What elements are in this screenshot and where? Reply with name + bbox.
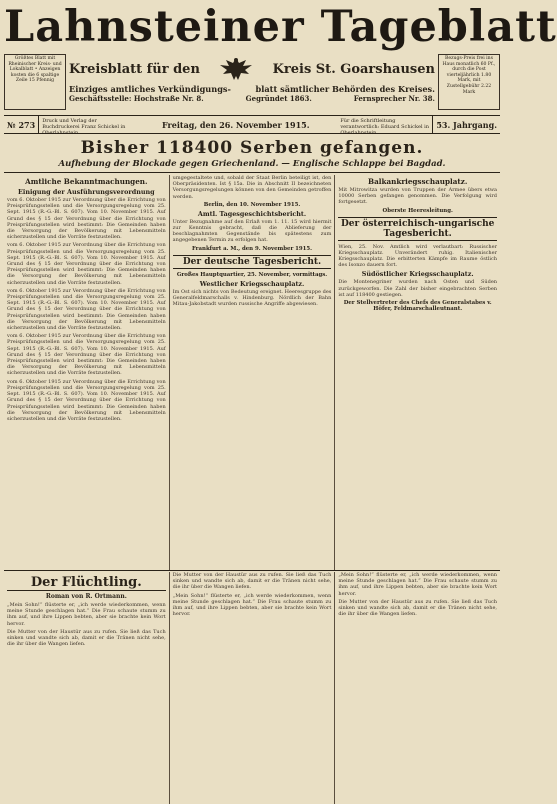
austrian-report-heading: Der österreichisch-ungarische Tagesbericht. xyxy=(338,217,497,241)
serial-author: Roman von R. Ortmann. xyxy=(45,593,127,600)
balkan-theatre-heading: Balkankriegsschauplatz. xyxy=(368,177,468,186)
serial-column xyxy=(4,572,170,804)
serial-text-3: Die Mutter von der Haustür aus zu rufen. Sie ließ das Tuch sinken und wandte sich ab, damit er die Tränen nicht sehe, die ihr über die Wangen liefen. xyxy=(172,572,332,591)
main-headline: Bisher 118400 Serben gefangen. xyxy=(80,138,424,158)
column-2 xyxy=(170,175,336,570)
subtitle-row xyxy=(4,54,500,114)
serial-text-5: „Mein Sohn!“ flüsterte er, „ich werde wiederkommen, wenn meine Stunde geschlagen hat.“ Die Frau schaute stumm zu ihm auf, und ihre Lippen bebten, aber sie brachte kein Wort hervor. xyxy=(338,572,498,597)
ordinance-text-cont4: vom 6. Oktober 1915 zur Verordnung über die Errichtung von Preisprüfungsstellen und die Versorgungsregelung vom 25. Sept. 1915 (R.-G.-Bl. S. 607). Vom 10. November 1915. Auf Grund des § 15 der Verordnung über die Errichtung von Preisprüfungsstellen wird bestimmt: Die Gemeinden haben die Versorgung der Bevölkerung mit Lebensmitteln sicherzustellen und die Vorräte festzustellen. xyxy=(7,378,166,422)
western-theatre-text: Im Ost sich nichts von Bedeutung ereignet. Heeresgruppe des Generalfeldmarschalls v. Hindenburg. Nördlich der Bahn Mitau-Jakobstadt wurden russische Angriffe abgewiesen. xyxy=(172,288,332,308)
issue-info-bar xyxy=(4,115,500,134)
printer-info: Druck und Verlag der Buchdruckerei Franz Schickel in Oberlahnstein. xyxy=(42,117,126,136)
right-ad-box: Bezugs-Preis frei ins Haus monatlich 60 Pf., durch die Post vierteljährlich 1.80 Mark, mit Zustellgebühr 2.22 Mark xyxy=(438,54,500,110)
masthead-title: Lahnsteiner Tageblatt xyxy=(4,2,557,52)
serial-text-2: Die Mutter von der Haustür aus zu rufen. Sie ließ das Tuch sinken und wandte sich ab, damit er die Tränen nicht sehe, die ihr über die Wangen liefen. xyxy=(7,628,166,648)
subtitle-right: Kreis St. Goarshausen xyxy=(272,61,435,77)
column-1 xyxy=(4,175,170,570)
southeast-theatre-text: Die Montenegriner wurden nach Osten und Süden zurückgeworfen. Die Zahl der bisher eingebrachten Serben ist auf 118400 gestiegen. xyxy=(338,279,498,298)
serial-title: Der Flüchtling. xyxy=(7,575,166,591)
newspaper-page xyxy=(4,2,557,769)
feuilleton-section xyxy=(4,572,500,804)
volume-year: 53. Jahrgang. xyxy=(432,116,500,133)
subtitle-line2-left: Einziges amtliches Verkündigungs- xyxy=(69,84,231,94)
column2-text2: Unter Bezugnahme auf den Erlaß vom 1. 11. 15 wird hiermit zur Kenntnis gebracht, daß die Ablieferung der beschlagnahmten Gegenstände bis spätestens zum angegebenen Termin zu erfolgen hat. xyxy=(172,218,332,244)
news-columns xyxy=(4,175,500,571)
ordinance-text-cont3: vom 6. Oktober 1915 zur Verordnung über die Errichtung von Preisprüfungsstellen und die Versorgungsregelung vom 25. Sept. 1915 (R.-G.-Bl. S. 607). Vom 10. November 1915. Auf Grund des § 15 der Verordnung über die Errichtung von Preisprüfungsstellen wird bestimmt: Die Gemeinden haben die Versorgung der Bevölkerung mit Lebensmitteln sicherzustellen und die Vorräte festzustellen. xyxy=(7,333,166,377)
german-report-sub: Großes Hauptquartier, 25. November, vormittags. xyxy=(176,271,328,278)
office-address: Geschäftsstelle: Hochstraße Nr. 8. xyxy=(69,94,204,103)
column2-signature: Frankfurt a. M., den 9. November 1915. xyxy=(191,245,313,252)
serial-text-6: Die Mutter von der Haustür aus zu rufen. Sie ließ das Tuch sinken und wandte sich ab, damit er die Tränen nicht sehe, die ihr über die Wangen liefen. xyxy=(338,598,498,618)
serial-text: „Mein Sohn!“ flüsterte er, „ich werde wiederkommen, wenn meine Stunde geschlagen hat.“ Die Frau schaute stumm zu ihm auf, und ihre Lippen bebten, aber sie brachte kein Wort hervor. xyxy=(7,602,166,627)
balkan-signature: Oberste Heeresleitung. xyxy=(382,207,453,214)
ordinance-text-cont: vom 6. Oktober 1915 zur Verordnung über die Errichtung von Preisprüfungsstellen und die Versorgungsregelung vom 25. Sept. 1915 (R.-G.-Bl. S. 607). Vom 10. November 1915. Auf Grund des § 15 der Verordnung über die Errichtung von Preisprüfungsstellen wird bestimmt: Die Gemeinden haben die Versorgung der Bevölkerung mit Lebensmitteln sicherzustellen und die Vorräte festzustellen. xyxy=(7,242,166,286)
ordinance-text: vom 6. Oktober 1915 zur Verordnung über die Errichtung von Preisprüfungsstellen und die Versorgungsregelung vom 25. Sept. 1915 (R.-G.-Bl. S. 607). Vom 10. November 1915. Auf Grund des § 15 der Verordnung über die Errichtung von Preisprüfungsstellen wird bestimmt: Die Gemeinden haben die Versorgung der Bevölkerung mit Lebensmitteln sicherzustellen und die Vorräte festzustellen. xyxy=(7,197,166,241)
austrian-report-text: Wien, 25. Nov. Amtlich wird verlautbart: Russischer Kriegsschauplatz. Unverändert ruhig. Italienischer Kriegsschauplatz. Die erbitterten Kämpfe im Raume östlich des Isonzo dauern fort. xyxy=(338,243,498,269)
western-theatre-heading: Westlicher Kriegsschauplatz. xyxy=(199,279,305,288)
german-report-heading: Der deutsche Tagesbericht. xyxy=(173,255,332,269)
official-notices-heading: Amtliche Bekanntmachungen. xyxy=(25,177,148,186)
serial-text-4: „Mein Sohn!“ flüsterte er, „ich werde wiederkommen, wenn meine Stunde geschlagen hat.“ Die Frau schaute stumm zu ihm auf, und ihre Lippen bebten, aber sie brachte kein Wort hervor. xyxy=(172,592,332,618)
column-3 xyxy=(335,175,500,570)
editor-info: Für die Schriftleitung verantwortlich: Eduard Schickel in Oberlahnstein. xyxy=(340,117,429,136)
left-ad-box: Größtes Blatt mit Rheinischer Kreis- und Lokalblatt • Anzeigen kosten die 6 spaltige Zeile 15 Pfennig xyxy=(4,54,66,110)
eagle-emblem-icon xyxy=(216,54,256,84)
serial-column-3 xyxy=(335,572,500,804)
column2-dateline: Berlin, den 10. November 1915. xyxy=(203,201,301,208)
sub-headline: Aufhebung der Blockade gegen Griechenland. — Englische Schlappe bei Bagdad. xyxy=(4,159,500,173)
phone-number: Fernsprecher Nr. 38. xyxy=(353,94,435,103)
issue-date: Freitag, den 26. November 1915. xyxy=(162,119,310,130)
column2-subheading: Amtl. Tagesgeschichtsbericht. xyxy=(197,209,307,218)
balkan-theatre-text: Mit Mitrowitza wurden von Truppen der Armee übers etwa 10000 Serben gefangen genommen. Die Verfolgung wird fortgesetzt. xyxy=(338,187,498,206)
subtitle-line2-right: blatt sämtlicher Behörden des Kreises. xyxy=(255,84,435,94)
ordinance-heading: Einigung der Ausführungsverordnung xyxy=(18,188,155,196)
southeast-theatre-heading: Südöstlicher Kriegsschauplatz. xyxy=(361,270,474,279)
serial-column-2 xyxy=(170,572,336,804)
subtitle-left: Kreisblatt für den xyxy=(69,61,200,77)
column2-text: umgegestaltete und, sobald der Staat Berlin beteiligt ist, den Oberpräsidenten. Ist § 15a. Die in Abschnitt II bezeichneten Versorgungsregelungen können von den Gemeinden getroffen werden. xyxy=(172,175,332,200)
founded-year: Gegründet 1863. xyxy=(245,94,312,103)
ordinance-text-cont2: vom 6. Oktober 1915 zur Verordnung über die Errichtung von Preisprüfungsstellen und die Versorgungsregelung vom 25. Sept. 1915 (R.-G.-Bl. S. 607). Vom 10. November 1915. Auf Grund des § 15 der Verordnung über die Errichtung von Preisprüfungsstellen wird bestimmt: Die Gemeinden haben die Versorgung der Bevölkerung mit Lebensmitteln sicherzustellen und die Vorräte festzustellen. xyxy=(7,287,166,332)
austrian-signature: Der Stellvertreter des Chefs des Generalstabes v. Höfer, Feldmarschalleutnant. xyxy=(343,300,492,313)
issue-number: № 273 xyxy=(4,116,39,133)
subtitle-block xyxy=(66,54,438,104)
